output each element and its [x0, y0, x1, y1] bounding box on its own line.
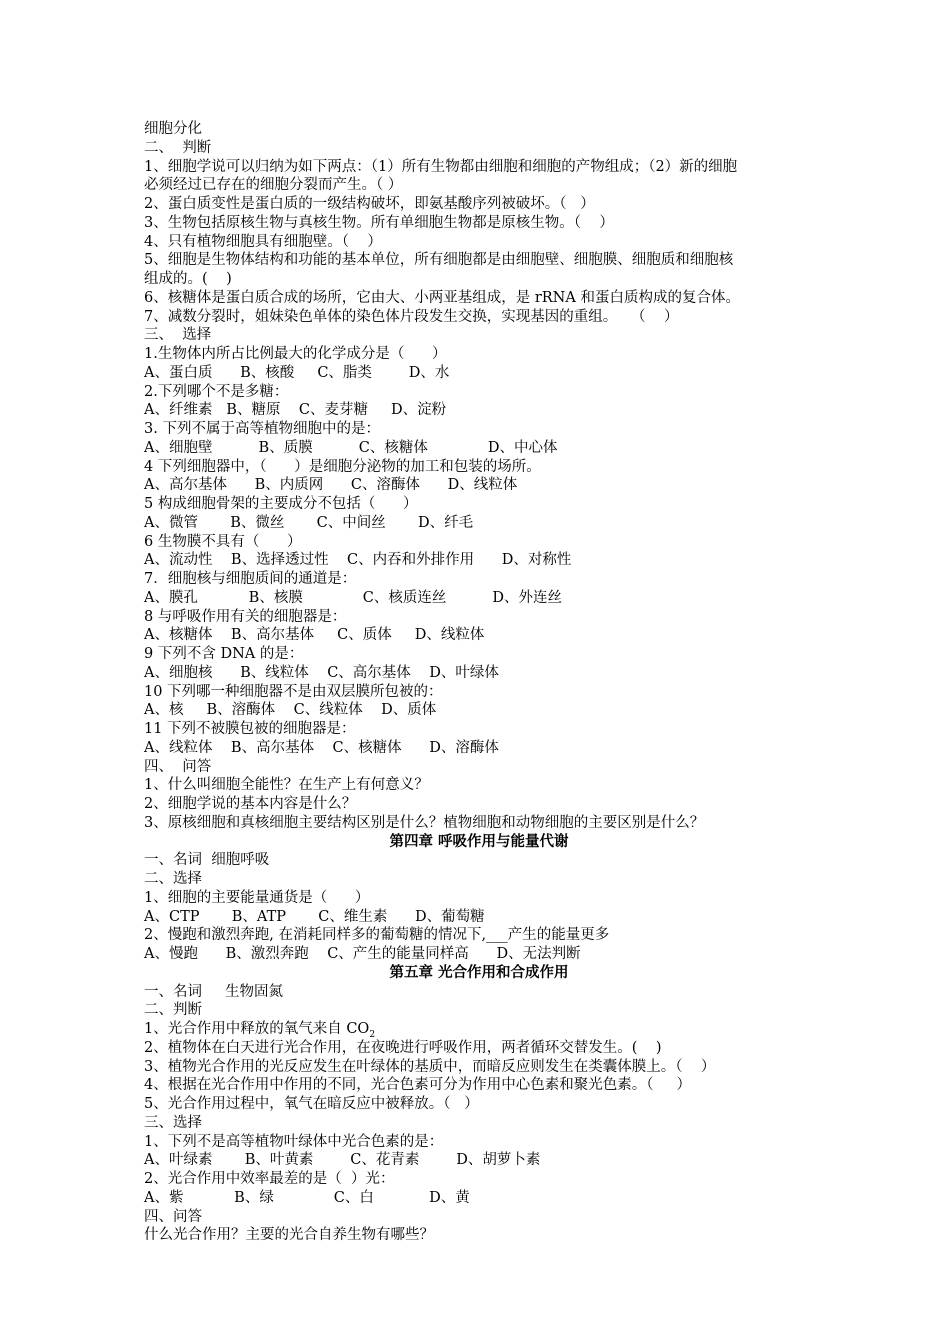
question-line: 10 下列哪一种细胞器不是由双层膜所包被的：	[144, 683, 443, 700]
question-line: 1、细胞的主要能量通货是（ ）	[144, 889, 370, 906]
section-heading: 一、名词 细胞呼吸	[144, 852, 270, 869]
text-line: 4、根据在光合作用中作用的不同，光合色素可分为作用中心色素和聚光色素。（ ）	[144, 1077, 692, 1094]
question-line: 4 下列细胞器中，（ ）是细胞分泌物的加工和包装的场所。	[144, 458, 541, 475]
options-line: A、高尔基体 B、内质网 C、溶酶体 D、线粒体	[144, 477, 518, 494]
question-line: 2、光合作用中效率最差的是（ ）光：	[144, 1171, 395, 1187]
options-line: A、CTP B、ATP C、维生素 D、葡萄糖	[144, 908, 485, 925]
question-line: 5 构成细胞骨架的主要成分不包括（ ）	[144, 496, 418, 512]
options-line: A、膜孔 B、核膜 C、核质连丝 D、外连丝	[144, 589, 563, 606]
question-line: 1、下列不是高等植物叶绿体中光合色素的是：	[144, 1133, 444, 1150]
section-heading: 四、 问答	[144, 758, 212, 775]
text-line: 2、植物体在白天进行光合作用，在夜晚进行呼吸作用，两者循环交替发生。( )	[144, 1039, 662, 1056]
question-line: 8 与呼吸作用有关的细胞器是：	[144, 608, 347, 625]
chapter-title: 第五章 光合作用和合成作用	[389, 963, 569, 981]
options-line: A、慢跑 B、激烈奔跑 C、产生的能量同样高 D、无法判断	[144, 946, 581, 962]
chapter-title: 第四章 呼吸作用与能量代谢	[389, 832, 569, 850]
options-line: A、叶绿素 B、叶黄素 C、花青素 D、胡萝卜素	[144, 1152, 541, 1169]
options-line: A、核糖体 B、高尔基体 C、质体 D、线粒体	[144, 627, 485, 644]
text-line: 6、核糖体是蛋白质合成的场所，它由大、小两亚基组成，是 rRNA 和蛋白质构成的复合体。	[144, 289, 740, 306]
text-line: 4、只有植物细胞具有细胞壁。（ ）	[144, 233, 382, 250]
text-line: 细胞分化	[144, 121, 202, 137]
text-line: 1、细胞学说可以归纳为如下两点：（1）所有生物都由细胞和细胞的产物组成；（2）新的细胞	[144, 158, 738, 175]
text-line: 5、细胞是生物体结构和功能的基本单位，所有细胞都是由细胞壁、细胞膜、细胞质和细胞核	[144, 252, 734, 269]
question-line: 3. 下列不属于高等植物细胞中的是：	[144, 421, 380, 437]
text-line-main: 1、光合作用中释放的氧气来自 CO	[144, 1021, 370, 1037]
text-line	[144, 1020, 814, 1039]
question-line: 3、原核细胞和真核细胞主要结构区别是什么？植物细胞和动物细胞的主要区别是什么？	[144, 814, 705, 831]
question-line: 2、慢跑和激烈奔跑, 在消耗同样多的葡萄糖的情况下,___产生的能量更多	[144, 927, 610, 944]
section-heading: 二、判断	[144, 1002, 202, 1019]
question-line: 9 下列不含 DNA 的是：	[144, 646, 304, 662]
options-line: A、微管 B、微丝 C、中间丝 D、纤毛	[144, 514, 474, 531]
section-heading: 四、问答	[144, 1208, 202, 1225]
options-line: A、紫 B、绿 C、白 D、黄	[144, 1189, 470, 1206]
options-line: A、蛋白质 B、核酸 C、脂类 D、水	[144, 364, 450, 381]
section-heading: 三、选择	[144, 1114, 202, 1131]
text-line: 3、植物光合作用的光反应发生在叶绿体的基质中，而暗反应则发生在类囊体膜上。（ ）	[144, 1058, 716, 1075]
text-line: 2、蛋白质变性是蛋白质的一级结构破坏，即氨基酸序列被破坏。（ ）	[144, 196, 595, 212]
text-line: 5、光合作用过程中，氧气在暗反应中被释放。（ ）	[144, 1096, 479, 1112]
options-line: A、纤维素 B、糖原 C、麦芽糖 D、淀粉	[144, 402, 447, 419]
section-heading: 一、名词 生物固氮	[144, 983, 284, 1000]
options-line: A、细胞核 B、线粒体 C、高尔基体 D、叶绿体	[144, 664, 499, 681]
section-heading: 二、选择	[144, 871, 202, 887]
question-line: 7．细胞核与细胞质间的通道是：	[144, 571, 357, 587]
question-line: 6 生物膜不具有（ ）	[144, 533, 302, 550]
document-page	[144, 120, 814, 1245]
question-line: 2、细胞学说的基本内容是什么？	[144, 796, 357, 812]
text-line: 3、生物包括原核生物与真核生物。所有单细胞生物都是原核生物。（ ）	[144, 214, 614, 231]
options-line: A、流动性 B、选择透过性 C、内吞和外排作用 D、对称性	[144, 552, 572, 569]
question-line: 什么光合作用？主要的光合自养生物有哪些？	[144, 1227, 434, 1244]
text-line: 组成的。( )	[144, 271, 232, 287]
options-line: A、线粒体 B、高尔基体 C、核糖体 D、溶酶体	[144, 739, 499, 756]
section-heading: 二、 判断	[144, 139, 212, 156]
text-line: 7、减数分裂时，姐妹染色单体的染色体片段发生交换，实现基因的重组。 （ ）	[144, 308, 679, 325]
text-line: 必须经过已存在的细胞分裂而产生。（ ）	[144, 177, 403, 194]
section-heading: 三、 选择	[144, 327, 212, 344]
question-line: 1.生物体内所占比例最大的化学成分是（ ）	[144, 346, 447, 362]
question-line: 11 下列不被膜包被的细胞器是：	[144, 721, 356, 737]
question-line: 2.下列哪个不是多糖：	[144, 383, 289, 400]
question-line: 1、什么叫细胞全能性？在生产上有何意义？	[144, 777, 429, 794]
options-line: A、核 B、溶酶体 C、线粒体 D、质体	[144, 702, 437, 719]
subscript: 2	[369, 1029, 376, 1040]
options-line: A、细胞壁 B、质膜 C、核糖体 D、中心体	[144, 439, 558, 456]
